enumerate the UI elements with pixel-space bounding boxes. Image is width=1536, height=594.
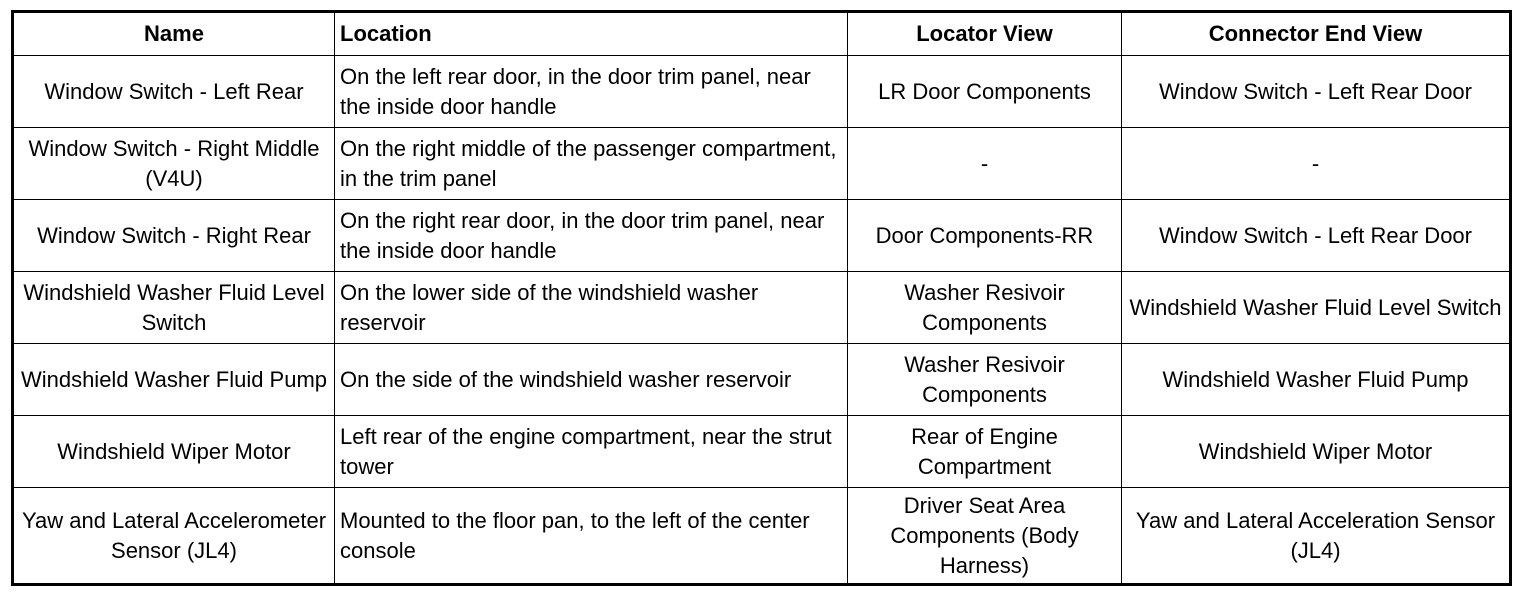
cell-name: Windshield Washer Fluid Level Switch: [13, 272, 335, 344]
cell-locator-view: Rear of Engine Compartment: [848, 416, 1122, 488]
cell-connector-end-view: Windshield Washer Fluid Pump: [1122, 344, 1511, 416]
cell-connector-end-view: Window Switch - Left Rear Door: [1122, 200, 1511, 272]
cell-connector-end-view: Window Switch - Left Rear Door: [1122, 56, 1511, 128]
table-row: [13, 128, 1511, 200]
cell-locator-view: Washer Resivoir Components: [848, 272, 1122, 344]
cell-location: On the right middle of the passenger compartment, in the trim panel: [335, 128, 848, 200]
header-connector-end-view: Connector End View: [1122, 12, 1511, 56]
cell-name: Window Switch - Left Rear: [13, 56, 335, 128]
cell-connector-end-view: Windshield Washer Fluid Level Switch: [1122, 272, 1511, 344]
cell-location: On the side of the windshield washer reservoir: [335, 344, 848, 416]
cell-locator-view: Washer Resivoir Components: [848, 344, 1122, 416]
cell-location: Left rear of the engine compartment, near the strut tower: [335, 416, 848, 488]
cell-name: Window Switch - Right Middle (V4U): [13, 128, 335, 200]
cell-locator-view: LR Door Components: [848, 56, 1122, 128]
cell-connector-end-view: -: [1122, 128, 1511, 200]
cell-location: Mounted to the floor pan, to the left of the center console: [335, 488, 848, 585]
table-row: [13, 344, 1511, 416]
cell-location: On the right rear door, in the door trim panel, near the inside door handle: [335, 200, 848, 272]
cell-location: On the lower side of the windshield washer reservoir: [335, 272, 848, 344]
cell-name: Windshield Wiper Motor: [13, 416, 335, 488]
table-row: [13, 416, 1511, 488]
cell-location: On the left rear door, in the door trim panel, near the inside door handle: [335, 56, 848, 128]
cell-name: Yaw and Lateral Accelerometer Sensor (JL4): [13, 488, 335, 585]
table-row: [13, 56, 1511, 128]
table-row: [13, 488, 1511, 585]
cell-name: Windshield Washer Fluid Pump: [13, 344, 335, 416]
table-row: [13, 200, 1511, 272]
cell-locator-view: Driver Seat Area Components (Body Harness): [848, 488, 1122, 585]
cell-locator-view: -: [848, 128, 1122, 200]
table-header-row: [13, 12, 1511, 56]
cell-locator-view: Door Components-RR: [848, 200, 1122, 272]
header-location: Location: [335, 12, 848, 56]
table-row: [13, 272, 1511, 344]
header-name: Name: [13, 12, 335, 56]
cell-connector-end-view: Yaw and Lateral Acceleration Sensor (JL4): [1122, 488, 1511, 585]
header-locator-view: Locator View: [848, 12, 1122, 56]
cell-connector-end-view: Windshield Wiper Motor: [1122, 416, 1511, 488]
component-locator-table: [11, 10, 1512, 586]
cell-name: Window Switch - Right Rear: [13, 200, 335, 272]
